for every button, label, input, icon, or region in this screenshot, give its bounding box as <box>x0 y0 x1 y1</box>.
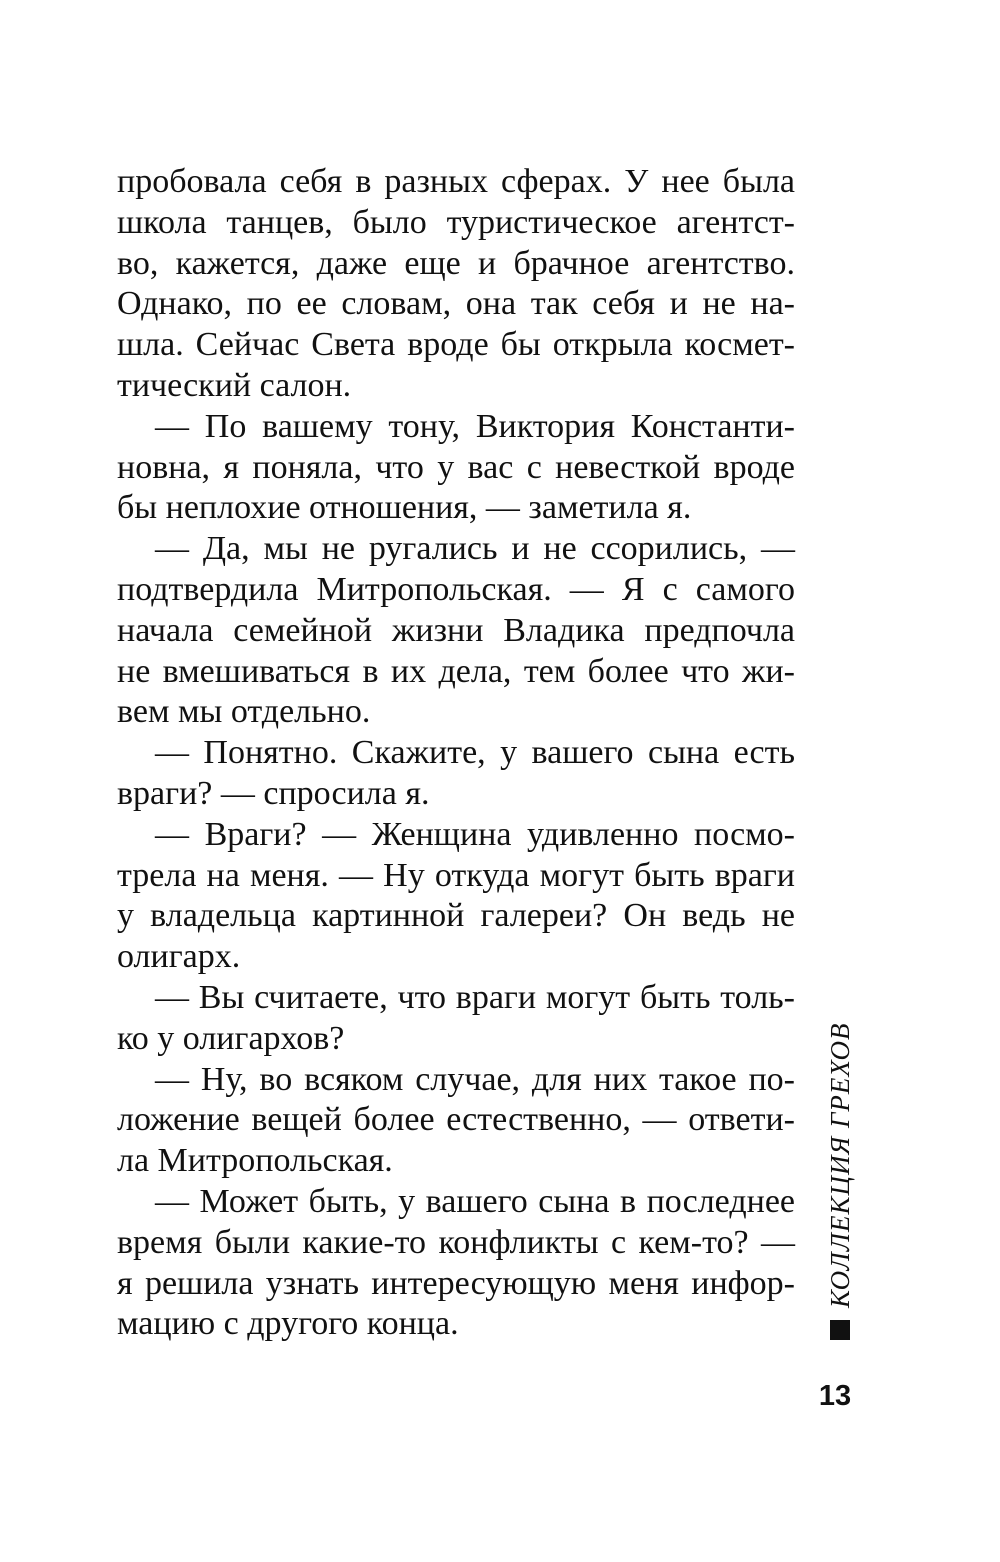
text-line: враги? — спросила я. <box>117 774 430 812</box>
text-line: вем мы отдельно. <box>117 693 371 731</box>
text-line: ла Митропольская. <box>117 1142 393 1180</box>
text-line: — Ну, во всяком случае, для них такое по- <box>155 1060 795 1098</box>
text-line: во, кажется, даже еще и брачное агентство. <box>117 244 795 282</box>
series-label <box>826 1023 854 1340</box>
text-line: ко у олигархов? <box>117 1019 345 1057</box>
text-line: пробовала себя в разных сферах. У нее была <box>117 163 795 200</box>
text-line: я решила узнать интересующую меня инфор- <box>117 1264 795 1302</box>
series-title: КОЛЛЕКЦИЯ ГРЕХОВ <box>825 1022 855 1308</box>
text-line: бы неплохие отношения, — заметила я. <box>117 489 692 527</box>
text-line: тический салон. <box>117 366 352 404</box>
text-line: — По вашему тону, Виктория Константи- <box>155 407 795 445</box>
text-line: новна, я поняла, что у вас с невесткой вроде <box>117 448 795 486</box>
text-line: — Может быть, у вашего сына в последнее <box>155 1182 795 1220</box>
text-line: Однако, по ее словам, она так себя и не на- <box>117 285 795 323</box>
text-line: начала семейной жизни Владика предпочла <box>117 611 795 649</box>
text-line: шла. Сейчас Света вроде бы открыла космет- <box>117 326 795 364</box>
text-line: не вмешиваться в их дела, тем более что жи- <box>117 652 795 690</box>
body-text <box>117 162 795 1345</box>
text-line: ложение вещей более естественно, — ответи- <box>117 1101 795 1139</box>
text-line: мацию с другого конца. <box>117 1305 459 1343</box>
text-line: трела на меня. — Ну откуда могут быть враги <box>117 856 795 894</box>
page-number: 13 <box>818 1380 852 1412</box>
text-line: у владельца картинной галереи? Он ведь не <box>117 897 795 935</box>
text-line: олигарх. <box>117 938 241 976</box>
text-line: подтвердила Митропольская. — Я с самого <box>117 570 795 608</box>
text-line: — Враги? — Женщина удивленно посмо- <box>155 815 795 853</box>
series-square-marker <box>830 1320 850 1340</box>
text-line: — Да, мы не ругались и не ссорились, — <box>155 530 795 568</box>
text-line: школа танцев, было туристическое агентст- <box>117 203 795 241</box>
text-line: — Понятно. Скажите, у вашего сына есть <box>155 734 795 772</box>
text-line: — Вы считаете, что враги могут быть толь- <box>155 978 795 1016</box>
text-line: время были какие-то конфликты с кем-то? — <box>117 1223 795 1261</box>
